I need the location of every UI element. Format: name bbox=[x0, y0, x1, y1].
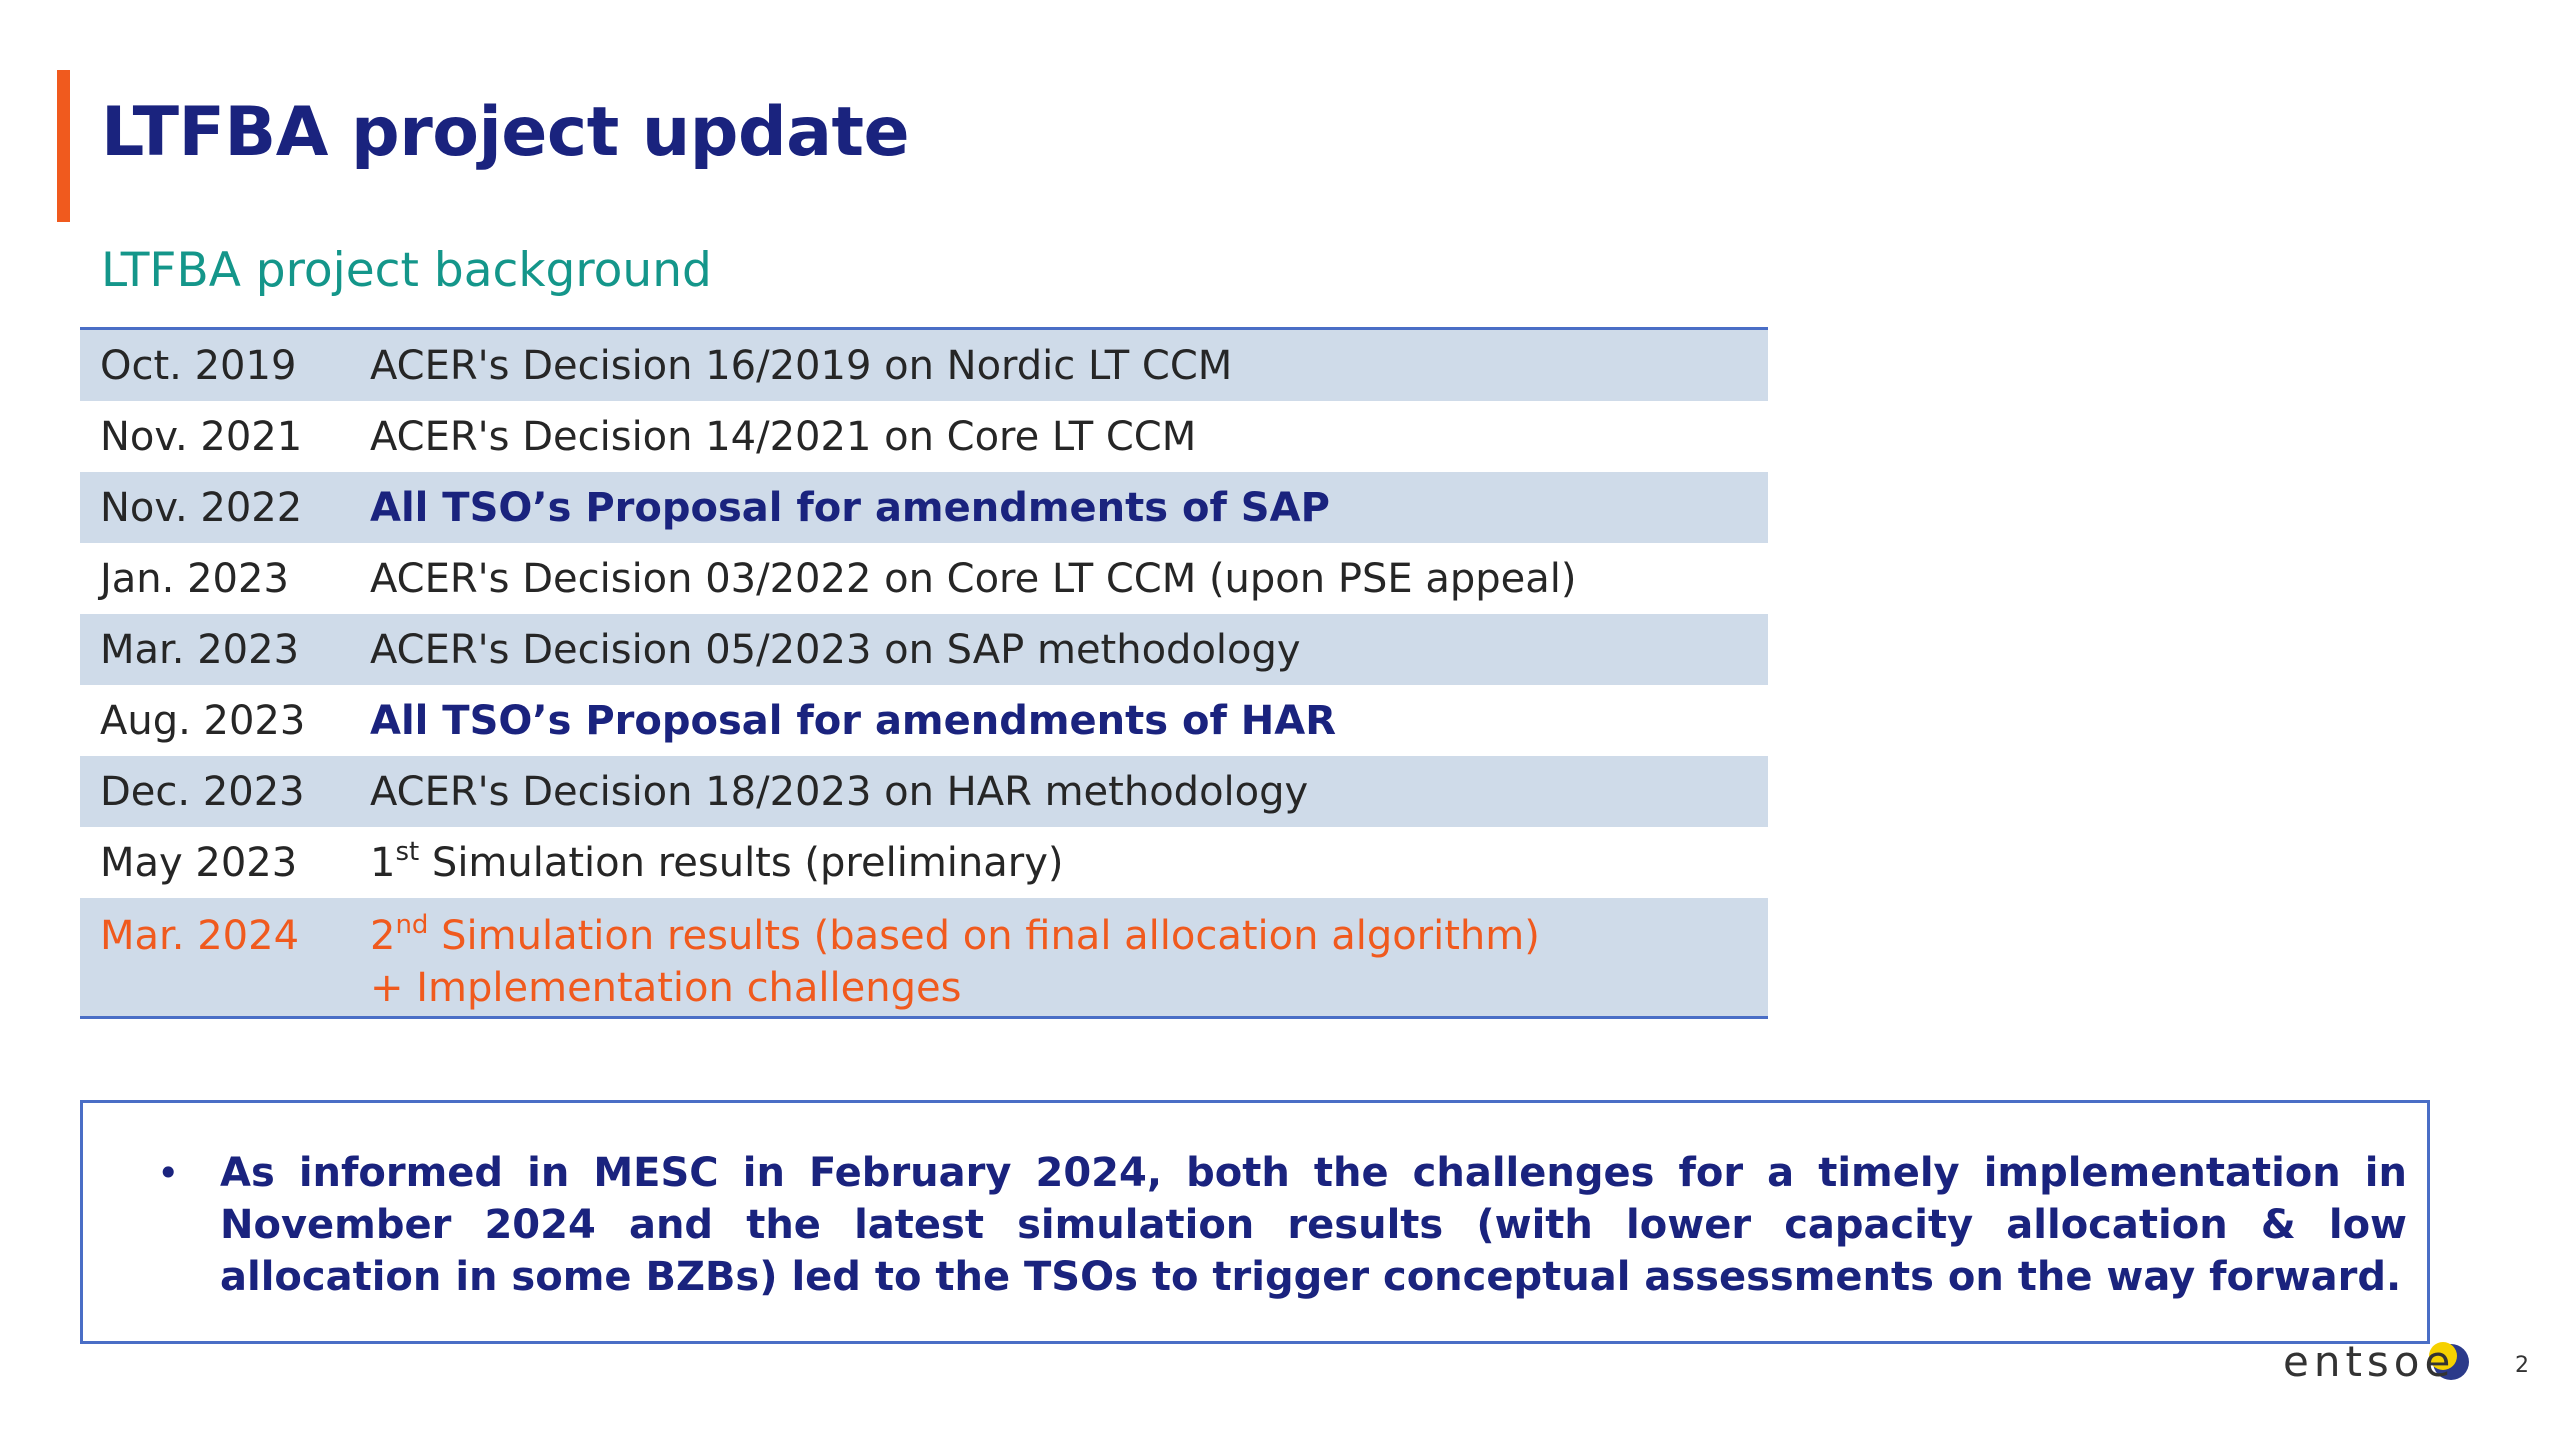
slide-title: LTFBA project update bbox=[101, 93, 910, 172]
logo-e-letter: e bbox=[2424, 1337, 2456, 1386]
entsoe-logo-icon bbox=[2283, 1334, 2455, 1390]
timeline-date: Nov. 2021 bbox=[100, 413, 303, 460]
event-line-2: + Implementation challenges bbox=[370, 965, 962, 1011]
timeline-date: Aug. 2023 bbox=[100, 697, 306, 744]
timeline-event: ACER's Decision 18/2023 on HAR methodology bbox=[370, 768, 1309, 815]
timeline-row bbox=[80, 330, 1768, 401]
timeline-row bbox=[80, 898, 1768, 1016]
timeline-date: Mar. 2023 bbox=[100, 626, 300, 673]
logo-text: entso bbox=[2283, 1337, 2425, 1386]
timeline-event bbox=[370, 910, 1768, 1014]
note-box bbox=[80, 1100, 2430, 1344]
timeline-row bbox=[80, 827, 1768, 898]
timeline-table bbox=[80, 327, 1768, 1019]
timeline-row bbox=[80, 401, 1768, 472]
timeline-event: ACER's Decision 05/2023 on SAP methodology bbox=[370, 626, 1301, 673]
timeline-date: May 2023 bbox=[100, 839, 298, 886]
bullet-icon: • bbox=[157, 1151, 180, 1195]
timeline-event: ACER's Decision 16/2019 on Nordic LT CCM bbox=[370, 342, 1233, 389]
timeline-date: Dec. 2023 bbox=[100, 768, 305, 815]
timeline-event: All TSO’s Proposal for amendments of SAP bbox=[370, 484, 1330, 531]
event-line-1 bbox=[370, 910, 1768, 962]
event-text: Simulation results (preliminary) bbox=[431, 839, 1064, 886]
timeline-date: Oct. 2019 bbox=[100, 342, 297, 389]
timeline-event: All TSO’s Proposal for amendments of HAR bbox=[370, 697, 1337, 744]
timeline-row bbox=[80, 685, 1768, 756]
timeline-date: Jan. 2023 bbox=[100, 555, 289, 602]
timeline-event bbox=[370, 837, 1768, 889]
note-text: As informed in MESC in February 2024, both the challenges for a timely implementation in November 2024 and the latest simulation results (with lower capacity allocation & low allocation in some BZBs) led to the TSOs to trigger conceptual assessments on the way forward. bbox=[220, 1150, 2407, 1300]
event-ordinal-suffix: st bbox=[395, 836, 420, 867]
event-ordinal-number: 1 bbox=[370, 839, 396, 886]
timeline-date: Mar. 2024 bbox=[100, 913, 300, 959]
page-number: 2 bbox=[2515, 1353, 2529, 1378]
timeline-event: ACER's Decision 03/2022 on Core LT CCM (upon PSE appeal) bbox=[370, 555, 1577, 602]
timeline-row bbox=[80, 756, 1768, 827]
logo-e-mark bbox=[2425, 1334, 2456, 1390]
timeline-row bbox=[80, 543, 1768, 614]
event-ordinal-suffix: nd bbox=[395, 910, 429, 940]
section-subtitle: LTFBA project background bbox=[101, 243, 712, 298]
timeline-row bbox=[80, 614, 1768, 685]
timeline-event: ACER's Decision 14/2021 on Core LT CCM bbox=[370, 413, 1197, 460]
event-ordinal-number: 2 bbox=[370, 913, 396, 959]
timeline-row bbox=[80, 472, 1768, 543]
event-text: Simulation results (based on final allocation algorithm) bbox=[441, 913, 1540, 959]
timeline-date: Nov. 2022 bbox=[100, 484, 303, 531]
title-accent-bar bbox=[57, 70, 70, 222]
